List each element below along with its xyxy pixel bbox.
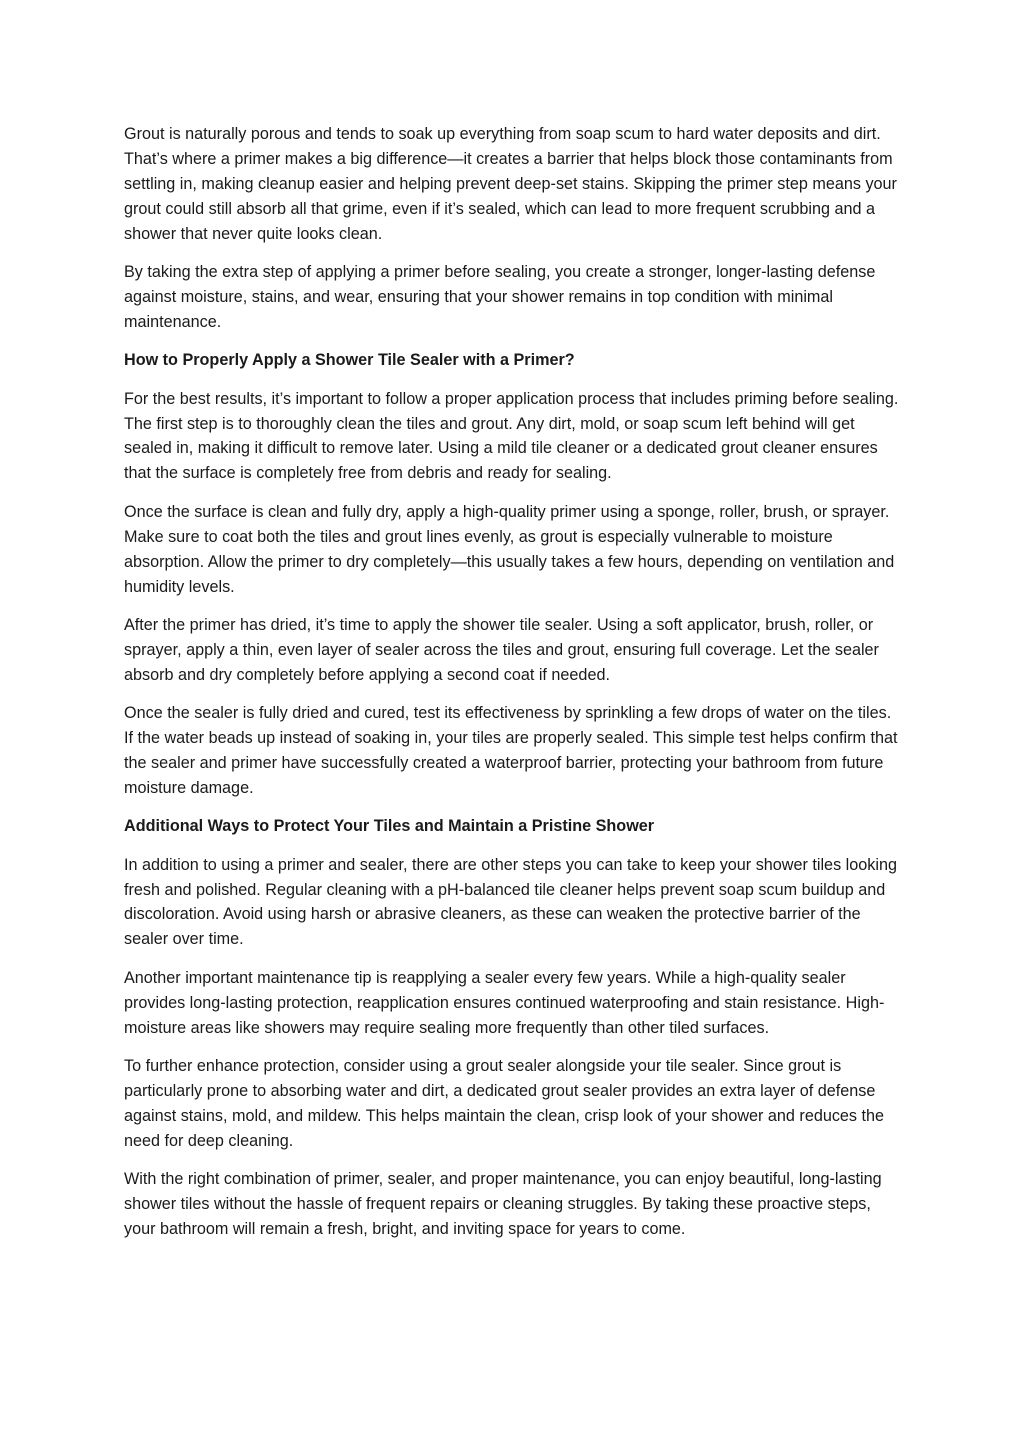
paragraph-clean-first: For the best results, it’s important to follow a proper application process that includes priming before sealing. The first step is to thoroughly clean the tiles and grout. Any dirt, mold, or soap scum left behind will get sealed in, making it difficult to remove later. Using a mild tile cleaner or a dedicated grout cleaner ensures that the surface is completely free from debris and ready for sealing. bbox=[124, 389, 899, 483]
heading-how-to-apply: How to Properly Apply a Shower Tile Sealer with a Primer? bbox=[124, 351, 575, 370]
paragraph-grout-porous: Grout is naturally porous and tends to soak up everything from soap scum to hard water deposits and dirt. That’s where a primer makes a big difference—it creates a barrier that helps block those contaminants from settling in, making cleanup easier and helping prevent deep-set stains. Skipping the primer step means your grout could still absorb all that grime, even if it’s sealed, which can lead to more frequent scrubbing and a shower that never quite looks clean. bbox=[124, 125, 897, 243]
paragraph-conclusion: With the right combination of primer, sealer, and proper maintenance, you can enjoy beautiful, long-lasting shower tiles without the hassle of frequent repairs or cleaning struggles. By taking these proactive steps, your bathroom will remain a fresh, bright, and inviting space for years to come. bbox=[124, 1170, 882, 1238]
paragraph-water-test: Once the sealer is fully dried and cured, test its effectiveness by sprinkling a few drops of water on the tiles. If the water beads up instead of soaking in, your tiles are properly sealed. This simple test helps confirm that the sealer and primer have successfully created a waterproof barrier, protecting your bathroom from future moisture damage. bbox=[124, 704, 898, 797]
document-page bbox=[124, 122, 904, 1255]
paragraph-regular-cleaning: In addition to using a primer and sealer, there are other steps you can take to keep your shower tiles looking fresh and polished. Regular cleaning with a pH-balanced tile cleaner helps prevent soap scum buildup and discoloration. Avoid using harsh or abrasive cleaners, as these can weaken the protective barrier of the sealer over time. bbox=[124, 855, 897, 949]
paragraph-reapply-sealer: Another important maintenance tip is reapplying a sealer every few years. While a high-quality sealer provides long-lasting protection, reapplication ensures continued waterproofing and stain resistance. High-moisture areas like showers may require sealing more frequently than other tiled surfaces. bbox=[124, 968, 885, 1037]
paragraph-grout-sealer: To further enhance protection, consider using a grout sealer alongside your tile sealer. Since grout is particularly prone to absorbing water and dirt, a dedicated grout sealer provides an extra layer of defense against stains, mold, and mildew. This helps maintain the clean, crisp look of your shower and reduces the need for deep cleaning. bbox=[124, 1057, 885, 1150]
paragraph-apply-primer: Once the surface is clean and fully dry, apply a high-quality primer using a sponge, roller, brush, or sprayer. Make sure to coat both the tiles and grout lines evenly, as grout is especially vulnerable to moisture absorption. Allow the primer to dry completely—this usually takes a few hours, depending on ventilation and humidity levels. bbox=[124, 502, 895, 596]
heading-additional-ways: Additional Ways to Protect Your Tiles and Maintain a Pristine Shower bbox=[124, 817, 655, 836]
paragraph-primer-benefit: By taking the extra step of applying a primer before sealing, you create a stronger, longer-lasting defense against moisture, stains, and wear, ensuring that your shower remains in top condition with minimal maintenance. bbox=[124, 263, 876, 331]
paragraph-apply-sealer: After the primer has dried, it’s time to apply the shower tile sealer. Using a soft applicator, brush, roller, or sprayer, apply a thin, even layer of sealer across the tiles and grout, ensuring full coverage. Let the sealer absorb and dry completely before applying a second coat if needed. bbox=[124, 615, 879, 684]
